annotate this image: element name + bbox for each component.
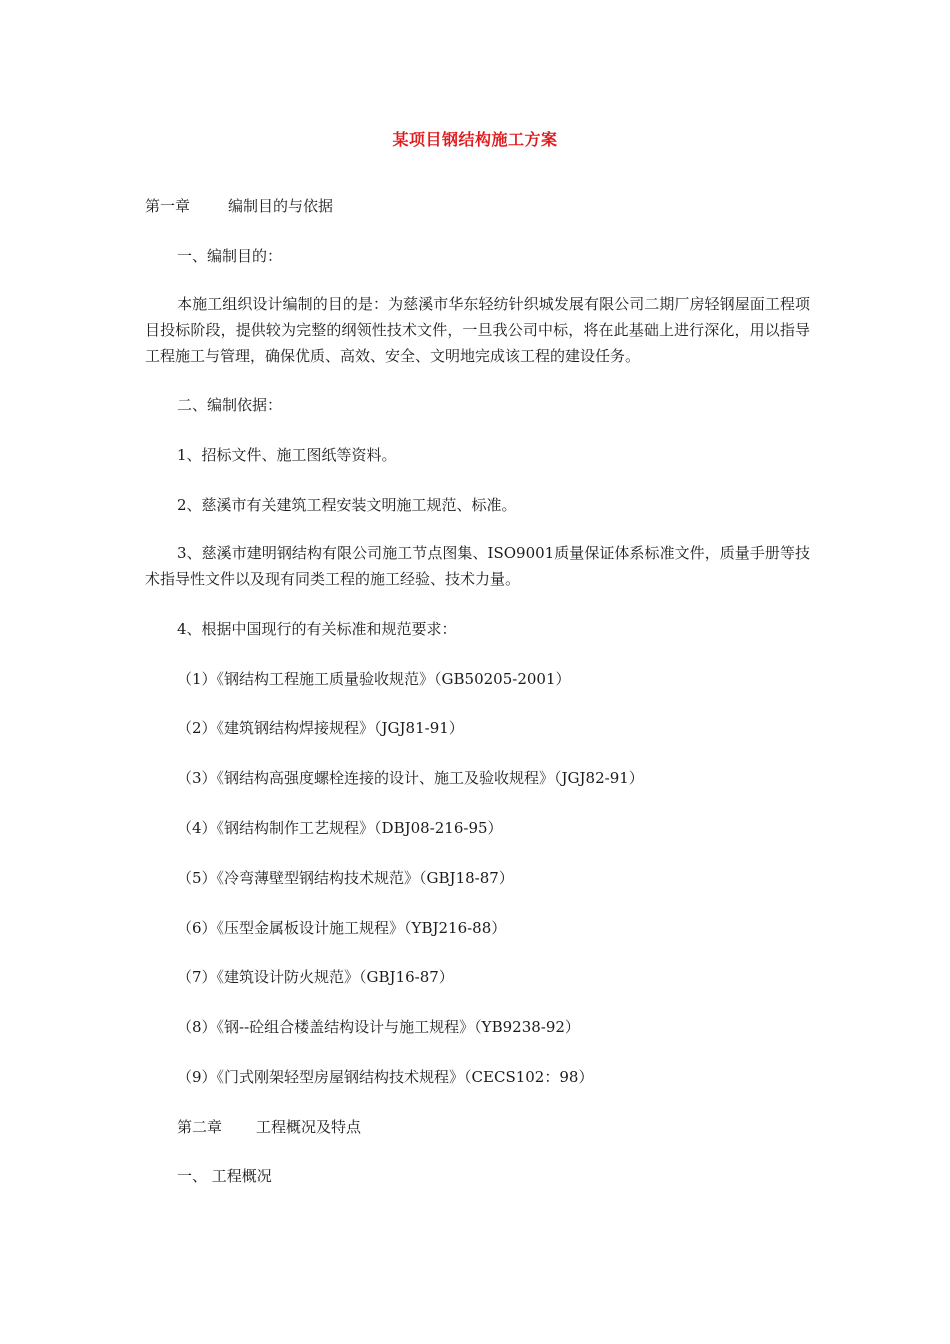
- chapter-1-name: 编制目的与依据: [228, 197, 334, 215]
- basis-item-1: 1、招标文件、施工图纸等资料。: [177, 446, 397, 464]
- chapter-2-name: 工程概况及特点: [256, 1118, 362, 1136]
- document-title: 某项目钢结构施工方案: [392, 130, 558, 149]
- chapter-2-number: 第二章: [177, 1118, 223, 1136]
- section-1-heading: 一、编制目的：: [177, 247, 283, 265]
- basis-item-3: [145, 540, 810, 592]
- chapter-2-heading: [177, 1117, 361, 1137]
- basis-item-3-text: 3、慈溪市建明钢结构有限公司施工节点图集、ISO9001质量保证体系标准文件，质量手册等技术指导性文件以及现有同类工程的施工经验、技术力量。: [145, 544, 810, 588]
- section-1-paragraph: [145, 291, 810, 369]
- standard-item-5: （5）《冷弯薄壁型钢结构技术规范》（GBJ18-87）: [177, 869, 514, 887]
- standard-item-4: （4）《钢结构制作工艺规程》（DBJ08-216-95）: [177, 819, 503, 837]
- standard-item-2: （2）《建筑钢结构焊接规程》（JGJ81-91）: [177, 719, 464, 737]
- standard-item-1: （1）《钢结构工程施工质量验收规范》（GB50205-2001）: [177, 670, 571, 688]
- standard-item-6: （6）《压型金属板设计施工规程》（YBJ216-88）: [177, 919, 507, 937]
- standard-item-3: （3）《钢结构高强度螺栓连接的设计、施工及验收规程》（JGJ82-91）: [177, 769, 644, 787]
- section-2-heading: 二、编制依据：: [177, 396, 283, 414]
- basis-item-4: 4、根据中国现行的有关标准和规范要求：: [177, 620, 457, 638]
- section-1-paragraph-text: 本施工组织设计编制的目的是：为慈溪市华东轻纺针织城发展有限公司二期厂房轻钢屋面工程项目投标阶段，提供较为完整的纲领性技术文件，一旦我公司中标，将在此基础上进行深化，用以指导工程施工与管理，确保优质、高效、安全、文明地完成该工程的建设任务。: [145, 295, 810, 365]
- basis-item-2: 2、慈溪市有关建筑工程安装文明施工规范、标准。: [177, 496, 517, 514]
- chapter-1-heading: [145, 196, 333, 216]
- standard-item-9: （9）《门式刚架轻型房屋钢结构技术规程》（CECS102：98）: [177, 1068, 594, 1086]
- standard-item-7: （7）《建筑设计防火规范》（GBJ16-87）: [177, 968, 454, 986]
- chapter-2-subheading: 一、 工程概况: [177, 1167, 272, 1185]
- chapter-1-number: 第一章: [145, 197, 191, 215]
- standard-item-8: （8）《钢--砼组合楼盖结构设计与施工规程》（YB9238-92）: [177, 1018, 580, 1036]
